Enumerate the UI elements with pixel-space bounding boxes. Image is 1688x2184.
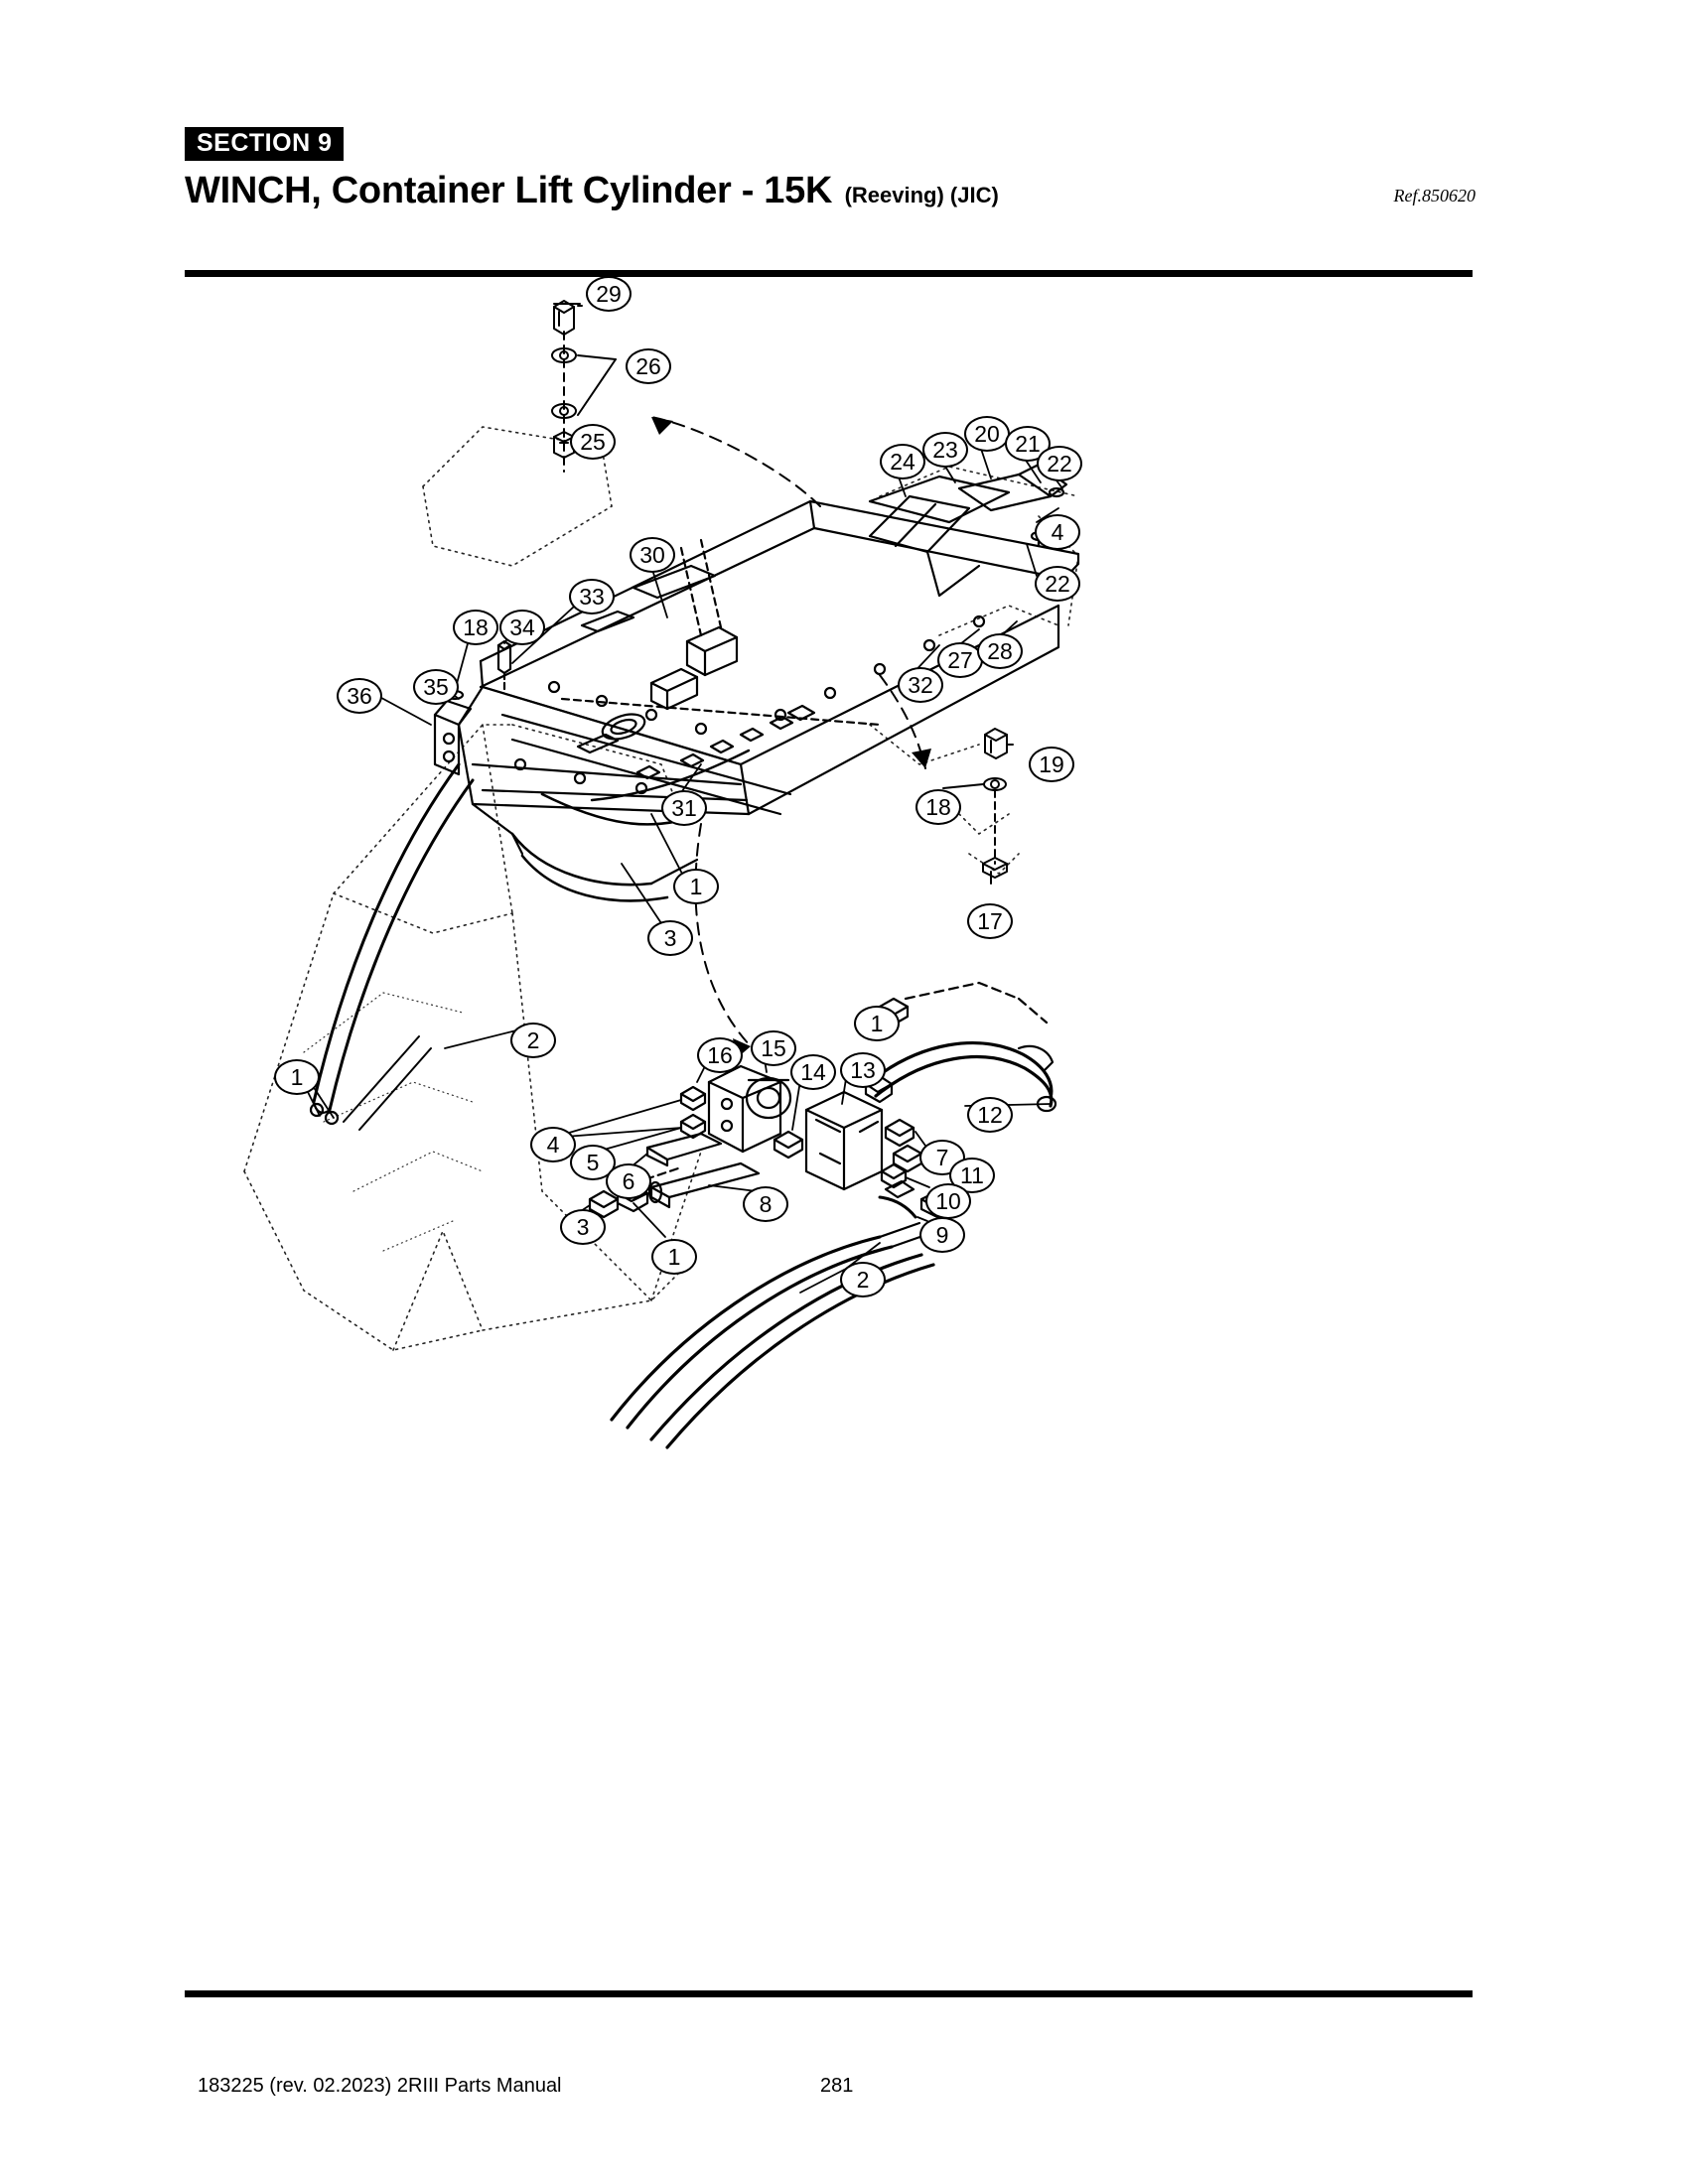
callout-29: 29 — [586, 276, 632, 312]
callout-4: 4 — [1035, 514, 1080, 550]
footer-document-id: 183225 (rev. 02.2023) 2RIII Parts Manual — [198, 2075, 562, 2097]
callout-36: 36 — [337, 678, 382, 714]
callout-26: 26 — [626, 348, 671, 384]
callout-19: 19 — [1029, 747, 1074, 782]
page-header — [185, 127, 1476, 217]
callout-1: 1 — [651, 1239, 697, 1275]
page-title: WINCH, Container Lift Cylinder - 15K — [185, 170, 833, 211]
callout-32: 32 — [898, 667, 943, 703]
title-row — [185, 170, 1476, 217]
page-subtitle: (Reeving) (JIC) — [844, 183, 999, 207]
callout-2: 2 — [510, 1023, 556, 1058]
callout-3: 3 — [560, 1209, 606, 1245]
exploded-assembly-figure — [185, 281, 1476, 1966]
callout-7: 7 — [919, 1140, 965, 1175]
callout-12: 12 — [967, 1097, 1013, 1133]
callout-13: 13 — [840, 1052, 886, 1088]
footer-divider — [185, 1990, 1473, 1997]
callout-4: 4 — [530, 1127, 576, 1162]
callout-11: 11 — [949, 1158, 995, 1193]
callout-1: 1 — [854, 1006, 900, 1041]
callout-27: 27 — [937, 642, 983, 678]
callout-3: 3 — [647, 920, 693, 956]
reference-number: Ref.850620 — [1393, 186, 1476, 205]
callout-17: 17 — [967, 903, 1013, 939]
callout-8: 8 — [743, 1186, 788, 1222]
callout-5: 5 — [570, 1145, 616, 1180]
callout-24: 24 — [880, 444, 925, 479]
callout-1: 1 — [673, 869, 719, 904]
callout-6: 6 — [606, 1163, 651, 1199]
callout-35: 35 — [413, 669, 459, 705]
callout-28: 28 — [977, 633, 1023, 669]
callout-2: 2 — [840, 1262, 886, 1297]
callout-1: 1 — [274, 1059, 320, 1095]
callout-18: 18 — [453, 610, 498, 645]
callout-16: 16 — [697, 1037, 743, 1073]
callout-33: 33 — [569, 579, 615, 614]
assembly-drawing — [185, 298, 1476, 1966]
callout-30: 30 — [630, 537, 675, 573]
header-divider — [185, 270, 1473, 277]
callout-10: 10 — [925, 1183, 971, 1219]
callout-25: 25 — [570, 424, 616, 460]
callout-9: 9 — [919, 1217, 965, 1253]
callout-21: 21 — [1005, 426, 1051, 462]
section-tag: SECTION 9 — [185, 127, 344, 161]
callout-22: 22 — [1035, 566, 1080, 602]
callout-15: 15 — [751, 1030, 796, 1066]
callout-14: 14 — [790, 1054, 836, 1090]
callout-31: 31 — [661, 790, 707, 826]
callout-23: 23 — [922, 432, 968, 468]
callout-22: 22 — [1037, 446, 1082, 481]
callout-20: 20 — [964, 416, 1010, 452]
footer-page-number: 281 — [820, 2075, 854, 2097]
callout-18: 18 — [915, 789, 961, 825]
callout-34: 34 — [499, 610, 545, 645]
